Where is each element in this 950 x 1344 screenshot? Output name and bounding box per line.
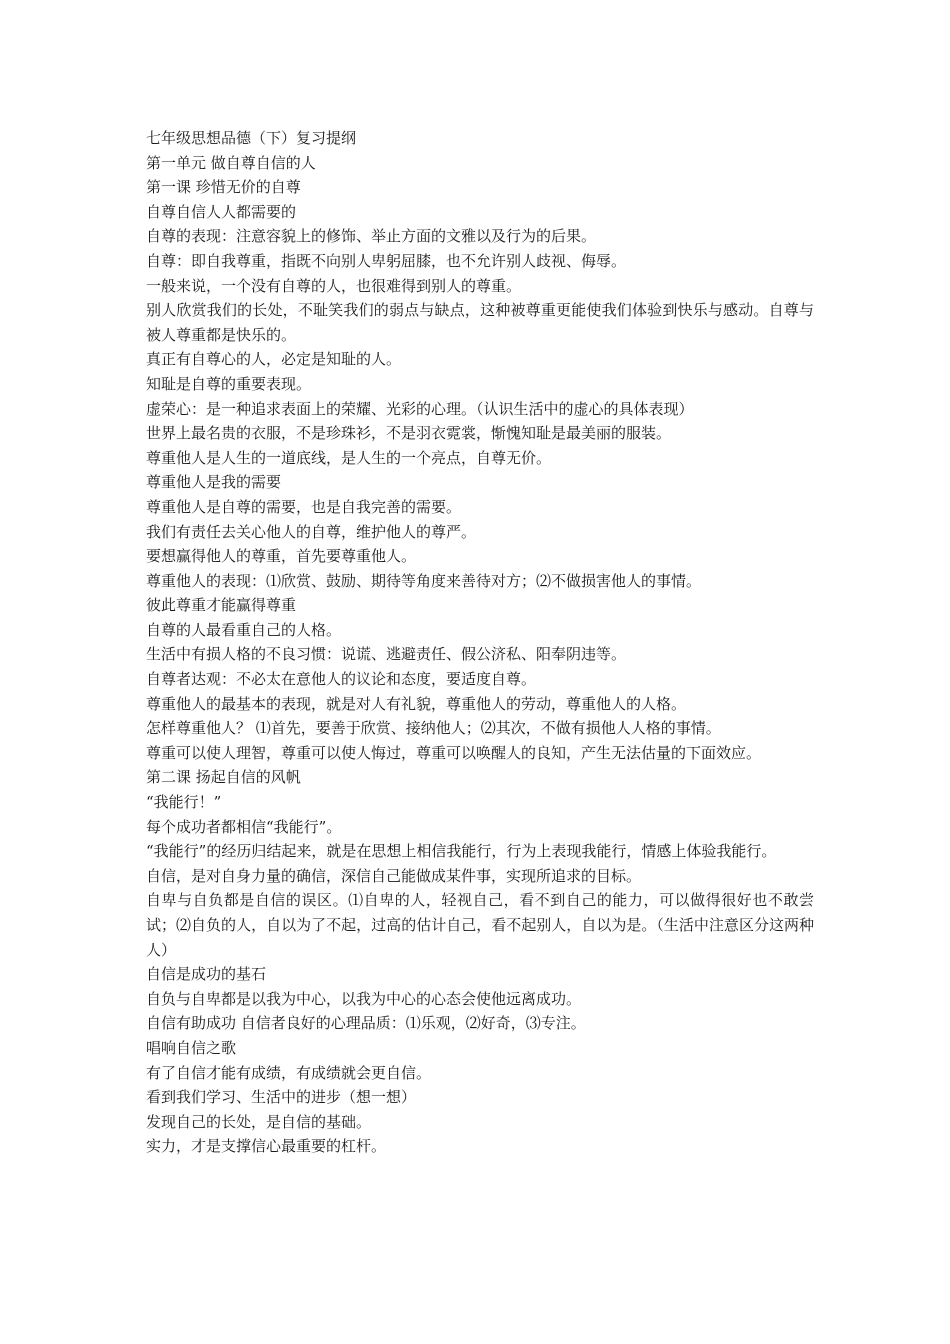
section-heading: 尊重他人是我的需要	[146, 473, 282, 492]
document-title: 七年级思想品德（下）复习提纲	[146, 129, 357, 147]
document-page	[146, 126, 814, 1159]
paragraph: 尊重他人是自尊的需要，也是自我完善的需要。	[146, 497, 462, 516]
paragraph: 看到我们学习、生活中的进步（想一想）	[146, 1088, 417, 1107]
paragraph: 知耻是自尊的重要表现。	[146, 374, 312, 393]
paragraph: 每个成功者都相信“我能行”。	[146, 817, 342, 836]
paragraph: 一般来说，一个没有自尊的人，也很难得到别人的尊重。	[146, 276, 522, 295]
section-heading: 自尊自信人人都需要的	[146, 202, 297, 221]
lesson-heading: 第二课 扬起自信的风帆	[146, 768, 301, 787]
paragraph: 自尊者达观：不必太在意他人的议论和态度，要适度自尊。	[146, 670, 537, 689]
paragraph: 生活中有损人格的不良习惯：说谎、逃避责任、假公济私、阳奉阴违等。	[146, 645, 627, 664]
paragraph: 世界上最名贵的衣服，不是珍珠衫，不是羽衣霓裳，惭愧知耻是最美丽的服装。	[146, 424, 672, 443]
paragraph: 尊重他人是人生的一道底线，是人生的一个亮点，自尊无价。	[146, 448, 552, 467]
paragraph: 我们有责任去关心他人的自尊，维护他人的尊严。	[146, 522, 477, 541]
paragraph: 自尊的表现：注意容貌上的修饰、举止方面的文雅以及行为的后果。	[146, 227, 597, 246]
paragraph: “我能行”的经历归结起来，就是在思想上相信我能行，行为上表现我能行，情感上体验我能行。	[146, 842, 777, 861]
paragraph: 自尊：即自我尊重，指既不向别人卑躬屈膝，也不允许别人歧视、侮辱。	[146, 251, 627, 270]
paragraph: 尊重可以使人理智，尊重可以使人悔过，尊重可以唤醒人的良知，产生无法估量的下面效应。	[146, 743, 762, 762]
paragraph: 怎样尊重他人？ ⑴首先，要善于欣赏、接纳他人；⑵其次，不做有损他人人格的事情。	[146, 719, 721, 738]
paragraph: 自信有助成功 自信者良好的心理品质：⑴乐观，⑵好奇，⑶专注。	[146, 1014, 586, 1033]
section-heading: 自信是成功的基石	[146, 965, 267, 984]
paragraph: 真正有自尊心的人，必定是知耻的人。	[146, 350, 402, 369]
section-heading: 彼此尊重才能赢得尊重	[146, 596, 297, 615]
paragraph: 要想赢得他人的尊重，首先要尊重他人。	[146, 547, 417, 566]
paragraph: 虚荣心：是一种追求表面上的荣耀、光彩的心理。（认识生活中的虚心的具体表现）	[146, 399, 694, 418]
paragraph: 自卑与自负都是自信的误区。⑴自卑的人，轻视自己，看不到自己的能力，可以做得很好也不敢尝试；⑵自负的人，自以为了不起，过高的估计自己，看不起别人，自以为是。（生活中注意区分这两种人）	[146, 891, 814, 959]
section-heading: “我能行！”	[146, 793, 222, 812]
lesson-heading: 第一课 珍惜无价的自尊	[146, 178, 301, 197]
paragraph: 尊重他人的最基本的表现，就是对人有礼貌，尊重他人的劳动，尊重他人的人格。	[146, 694, 687, 713]
unit-heading: 第一单元 做自尊自信的人	[146, 153, 316, 172]
paragraph: 自尊的人最看重自己的人格。	[146, 620, 342, 639]
paragraph: 实力，才是支撑信心最重要的杠杆。	[146, 1137, 387, 1156]
paragraph: 别人欣赏我们的长处，不耻笑我们的弱点与缺点，这种被尊重更能使我们体验到快乐与感动。自尊与被人尊重都是快乐的。	[146, 301, 814, 344]
paragraph: 发现自己的长处，是自信的基础。	[146, 1112, 372, 1131]
paragraph: 尊重他人的表现：⑴欣赏、鼓励、期待等角度来善待对方；⑵不做损害他人的事情。	[146, 571, 702, 590]
paragraph: 自负与自卑都是以我为中心，以我为中心的心态会使他远离成功。	[146, 989, 582, 1008]
section-heading: 唱响自信之歌	[146, 1038, 237, 1057]
paragraph: 自信，是对自身力量的确信，深信自己能做成某件事，实现所追求的目标。	[146, 866, 642, 885]
paragraph: 有了自信才能有成绩，有成绩就会更自信。	[146, 1063, 432, 1082]
